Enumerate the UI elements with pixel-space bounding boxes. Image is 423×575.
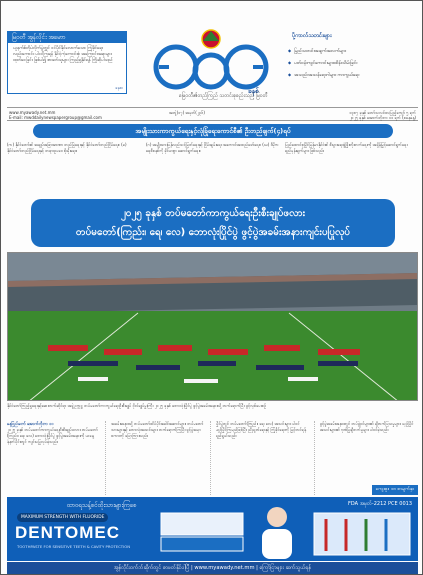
meta-bar: [7, 107, 418, 121]
right-box-heading: ပို့ကာလ်သတင်းများ: [292, 33, 332, 39]
website-link[interactable]: www.myawady.net.mm: [9, 110, 56, 115]
article-column: (ဂ) အမျိုးသားပြန်လည်သင့်မြတ်ရေးနှင့် ငြိမ်းချမ်းရေး အကောင်အထည်ဖော်ရေး။ (ဃ) ဒီမိုကရေစီစနစ်ကို ခိုင်မာစွာ ဆောင်ရွက်ရေး။: [146, 142, 279, 153]
left-info-box: [7, 31, 127, 94]
main-headline[interactable]: [31, 199, 395, 247]
masthead-edition: ခနစ်: [248, 87, 259, 95]
toothbrush-pack-icon: [312, 511, 412, 557]
left-box-more[interactable]: ခနး၁: [115, 85, 123, 90]
right-box-item[interactable]: ◆ အသည်းအသန်ရောဂါများ ကာကွယ်ရေး: [288, 69, 418, 81]
ad-brand-logo: DENTOMEC: [15, 523, 120, 542]
article-column: (က) နိုင်ငံတော်၏ အချုပ်အခြာအာဏာ တည်မြဲရေးနှင့် နိုင်ငံတော်တည်ငြိမ်ရေး။ (ခ) နိုင်ငံတော်တည်ငြိမ်ရေးနှင့် တရားဥပဒေ စိုးမိုးရေး။: [7, 142, 127, 153]
headline-banner[interactable]: အမျိုးသားကာကွယ်ရေးနှင့်လုံခြုံရေးကောင်စီ၏ ဦးတည်ချက်(၄)ရပ်: [33, 124, 393, 138]
objectives-article: [7, 142, 418, 194]
right-info-box: [288, 31, 418, 99]
ad-tagline: ထာဝရသန့်စင်ထိုးသားများကြစေ: [67, 502, 137, 509]
volume-number: အတွဲ(၁၇) အမှတ်(၂၃၆): [169, 110, 205, 115]
main-headline-line2: တပ်မတော်(ကြည်း၊ ရေ၊ လေ) ဘောလုံးပြိုင်ပွဲ ဖွင့်ပွဲအခမ်းအနားကျင်းပပြုလုပ်: [75, 227, 351, 238]
story-column: ပြိုင်ပွဲတွင် တပ်မတော်(ကြည်း၊ ရေ၊ လေ) အသင်းများ ပါဝင်ယှဉ်ပြိုင်ကြမည်ဖြစ်ပြီး ညီညွတ်ရေးနှင့် ကြံ့ခိုင်ရေးကို မြှင့်တင်ရန် ရည်ရွယ်သည်။: [216, 421, 315, 495]
right-box-list: [288, 45, 418, 81]
ad-subtag: MAXIMUM STRENGTH WITH FLUORIDE: [17, 513, 108, 522]
model-person-icon: [252, 501, 302, 559]
date-myanmar: ၁၃၈၇ ခုနှစ် တော်သလင်းလပြည့်ကျော် ၅ ရက်: [349, 110, 416, 115]
right-box-item[interactable]: ◆ ပတ်ဝန်းကျင်ကောင်းများထိန်းသိမ်းခြင်း: [288, 57, 418, 69]
dateline: နေပြည်တော် အောက်တိုဘာ ၁၀: [7, 421, 54, 426]
left-box-body: ယူနက်စ်တိုပဲလိုက်ပွဲတွင် ဝင်ပိုင်နိုင်လောက်သော ကြံ့ခိုင်ရေး လည်းကောင်း ပါဝင်ကြရန် နိုင်ငံ့ကံ့ကောင်းစုံ အကြောင်းအရာများ ထုတ်ဝေခြင်း ဖြစ်ပါ၍ စာဖတ်သူများ ကြည့်ရှုနိုင်ရန် ကြိုဆိုပါသည်: [13, 46, 113, 63]
email-link[interactable]: E-mail: mwddailynewspapergroup@gmail.com: [9, 115, 102, 120]
stadium-photo-image: [8, 253, 418, 401]
ad-fda-number: FDA အမှတ်-2212 PCE 0013: [347, 501, 412, 507]
masthead-subtitle: မြေဝတီ၏တည်ကြည် သတင်းစုစည်းသည့် မြဝတီ: [179, 93, 268, 99]
ad-product-note: TOOTHPASTE FOR SENSITIVE TEETH & CAVITY PROTECTION: [17, 544, 131, 549]
story-column: [320, 421, 418, 495]
footer-bar: အွန်လိုင်းဝက်ဘ်ဆိုက်တွင် စာဖတ်နိုင်ပါပြီ | www.myawady.net.mm | ကြော်ငြာများ ဆက်သွယ်ရန်: [7, 562, 418, 574]
story-text: ၂၀၂၅ ခုနှစ် တပ်မတော်ကာကွယ်ရေးဦးစီးချုပ်ဖလား တပ်မတော် (ကြည်း၊ ရေ၊ လေ) ဘောလုံးပြိုင်ပွဲ ဖွင့်ပွဲအခမ်းအနားကို ယနေ့ နံနက်ပိုင်းတွင် ကျင်းပပြုလုပ်ခဲ့သည်။: [7, 427, 98, 444]
story-text: ဖွင့်ပွဲအခမ်းအနားတွင် တပ်ဖွဲ့ဝင်များ၏ ချီတက်ပြသမှုများ၊ ယှဉ်ပြိုင်အသင်းများ၏ ဂုဏ်ပြုချီတက်မှုများ ပါဝင်ခဲ့သည်။: [319, 421, 414, 432]
toothpaste-box-icon: [157, 503, 247, 555]
masthead-logo-icon: [151, 27, 271, 91]
left-box-heading: မြဝတီ အွန်လိုင်း အမောာ: [8, 32, 126, 43]
main-headline-line1: ၂၀၂၅ ခုနှစ် တပ်မတော်ကာကွယ်ရေးဦးစီးချုပ်ဖလား: [120, 208, 306, 219]
continue-page-link[interactable]: ကျေးဇူး၊ ၁၈ စာမျက်နှာ: [372, 485, 418, 495]
photo-caption: နိုင်ငံတော်ကြည့်ရှုရေးနှင့်ဆေးဘက်ဆိုင်ရာ အဖွဲ့ဥက္ကဋ္ဌ တပ်မတော်ကာကွယ်ရေးဦးစီးချုပ် ဗိုလ်ချုပ်မှူးကြီး ၂၀၂၅ ခုနှစ် ဘောလုံးပြိုင်ပွဲ ဖွင့်ပွဲအခမ်းအနားသို့ တက်ရောက်ပြီး ဖွင့်လှစ်ပေးစဉ်: [7, 403, 267, 408]
main-story-columns: [7, 421, 418, 495]
dentomec-advertisement[interactable]: [7, 497, 418, 561]
right-box-item[interactable]: ◆ မြည်သတင်းအချက်အလက်များ: [288, 45, 418, 57]
story-column: အခမ်းအနားသို့ တပ်မတော်ထိပ်ပိုင်းခေါင်းဆောင်များ၊ တပ်မတော်သားများနှင့် ဘောလုံးအသင်းများ တက်ရောက်ကြပြီး ဖွင့်ပွဲအမှာစကားကို ပြောကြားသည်။: [111, 421, 210, 495]
story-column: [7, 421, 106, 495]
main-photo[interactable]: [7, 252, 418, 401]
date-english: ၂၀၂၅ ခုနှစ် အောက်တိုဘာ ၁၁ ရက် (စနေနေ့): [349, 115, 416, 120]
article-column: ပြည်ထောင်စုမြိုင်မြန်မာနိုင်ငံ၏ စီးပွားရေးဖွံ့ဖြိုးတိုးတက်ရေးကို အရှိန်မြှင့်ဆောင်ရွက်ရေး ရည်မှန်းချက်များ ဖြစ်သည်။: [285, 142, 408, 153]
